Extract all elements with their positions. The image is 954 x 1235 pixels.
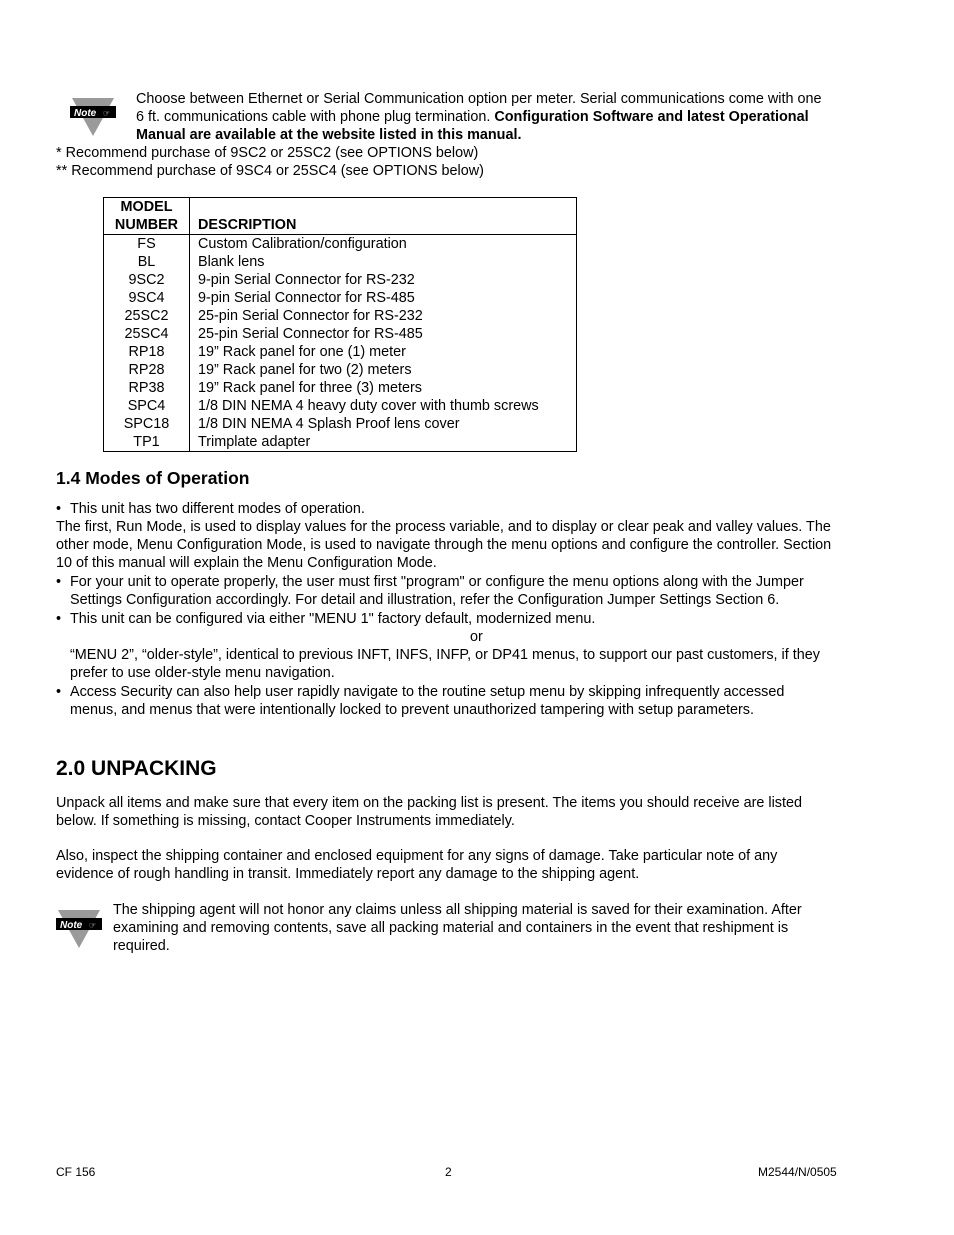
model-number-header: MODEL NUMBER — [104, 198, 190, 235]
table-row — [104, 235, 577, 254]
table-row — [104, 397, 577, 415]
model-number-cell: BL — [104, 253, 190, 271]
note-icon-label: Note — [60, 920, 83, 931]
table-row — [104, 379, 577, 397]
unpacking-paragraph-2: Also, inspect the shipping container and enclosed equipment for any signs of damage. Take particular note of any evidence of rough handling in transit. Immediately report any damage to the shipping agent. — [56, 848, 778, 882]
bullet-icon: • — [56, 611, 62, 627]
note-1-text — [136, 90, 822, 144]
svg-text:☞: ☞ — [89, 921, 97, 930]
note-1-bold-line: Manual are available at the website listed in this manual. — [136, 127, 522, 143]
note-1-line-1: Choose between Ethernet or Serial Communication option per meter. Serial communications come with one — [136, 91, 822, 107]
model-number-cell: RP18 — [104, 343, 190, 361]
modes-paragraph: The first, Run Mode, is used to display values for the process variable, and to display or clear peak and valley values. The other mode, Menu Configuration Mode, is used to navigate through the menu options and configure the controller. Section 10 of this manual will explain the Menu Configuration Mode. — [56, 519, 832, 571]
table-row — [104, 271, 577, 289]
bullet-icon: • — [56, 574, 62, 590]
options-table-body — [104, 235, 577, 452]
model-number-cell: 25SC4 — [104, 325, 190, 343]
table-row — [104, 361, 577, 379]
bullet-icon: • — [56, 501, 62, 517]
description-cell: Custom Calibration/configuration — [198, 236, 407, 252]
table-row — [104, 253, 577, 271]
description-cell: 19” Rack panel for two (2) meters — [198, 362, 412, 378]
description-cell: 1/8 DIN NEMA 4 heavy duty cover with thumb screws — [198, 398, 539, 414]
recommend-line-2: ** Recommend purchase of 9SC4 or 25SC4 (see OPTIONS below) — [56, 163, 484, 179]
note-icon — [70, 98, 116, 138]
description-cell: Trimplate adapter — [198, 434, 311, 450]
model-number-cell: 9SC4 — [104, 289, 190, 307]
table-row — [104, 433, 577, 452]
table-row — [104, 325, 577, 343]
model-number-cell: SPC4 — [104, 397, 190, 415]
menu-2-text: “MENU 2”, “older-style”, identical to previous INFT, INFS, INFP, or DP41 menus, to support our past customers, if they prefer to use older-style menu navigation. — [70, 647, 820, 681]
footer-left: CF 156 — [56, 1165, 96, 1179]
description-cell: Blank lens — [198, 254, 265, 270]
model-number-cell: 25SC2 — [104, 307, 190, 325]
description-header: DESCRIPTION — [198, 217, 297, 233]
model-number-cell: RP28 — [104, 361, 190, 379]
note-1-line-2: 6 ft. communications cable with phone plug termination. — [136, 109, 491, 125]
description-cell: 25-pin Serial Connector for RS-232 — [198, 308, 423, 324]
or-separator: or — [470, 629, 483, 645]
table-row — [104, 307, 577, 325]
recommend-line-1: * Recommend purchase of 9SC2 or 25SC2 (see OPTIONS below) — [56, 145, 479, 161]
description-cell: 25-pin Serial Connector for RS-485 — [198, 326, 423, 342]
table-row — [104, 289, 577, 307]
description-cell: 19” Rack panel for one (1) meter — [198, 344, 406, 360]
footer-right: M2544/N/0505 — [758, 1165, 837, 1179]
description-cell: 9-pin Serial Connector for RS-232 — [198, 272, 415, 288]
description-cell: 19” Rack panel for three (3) meters — [198, 380, 422, 396]
model-number-cell: SPC18 — [104, 415, 190, 433]
model-number-cell: TP1 — [104, 433, 190, 452]
svg-text:☞: ☞ — [103, 109, 111, 118]
table-row — [104, 415, 577, 433]
unpacking-paragraph-1: Unpack all items and make sure that every item on the packing list is present. The items you should receive are listed below. If something is missing, contact Cooper Instruments immediately. — [56, 795, 803, 829]
note-icon — [56, 910, 102, 950]
note-1-bold-inline: Configuration Software and latest Operational — [494, 109, 809, 125]
bullet-1-text: This unit has two different modes of operation. — [70, 501, 365, 517]
table-row — [104, 343, 577, 361]
section-1-4-heading: 1.4 Modes of Operation — [56, 468, 250, 488]
model-number-cell: FS — [104, 235, 190, 254]
bullet-icon: • — [56, 684, 62, 700]
bullet-3-text: This unit can be configured via either "MENU 1" factory default, modernized menu. — [70, 611, 596, 627]
note-2-text: The shipping agent will not honor any claims unless all shipping material is saved for their examination. After examining and removing contents, save all packing material and containers in the event that reshipment is required. — [113, 902, 802, 954]
section-2-0-heading: 2.0 UNPACKING — [56, 757, 217, 780]
description-cell: 1/8 DIN NEMA 4 Splash Proof lens cover — [198, 416, 460, 432]
recommend-notes — [56, 144, 484, 180]
note-icon-label: Note — [74, 108, 97, 119]
page-number: 2 — [445, 1165, 452, 1179]
model-number-cell: 9SC2 — [104, 271, 190, 289]
table-header-row — [104, 198, 577, 235]
options-table — [103, 197, 577, 452]
model-number-cell: RP38 — [104, 379, 190, 397]
description-cell: 9-pin Serial Connector for RS-485 — [198, 290, 415, 306]
